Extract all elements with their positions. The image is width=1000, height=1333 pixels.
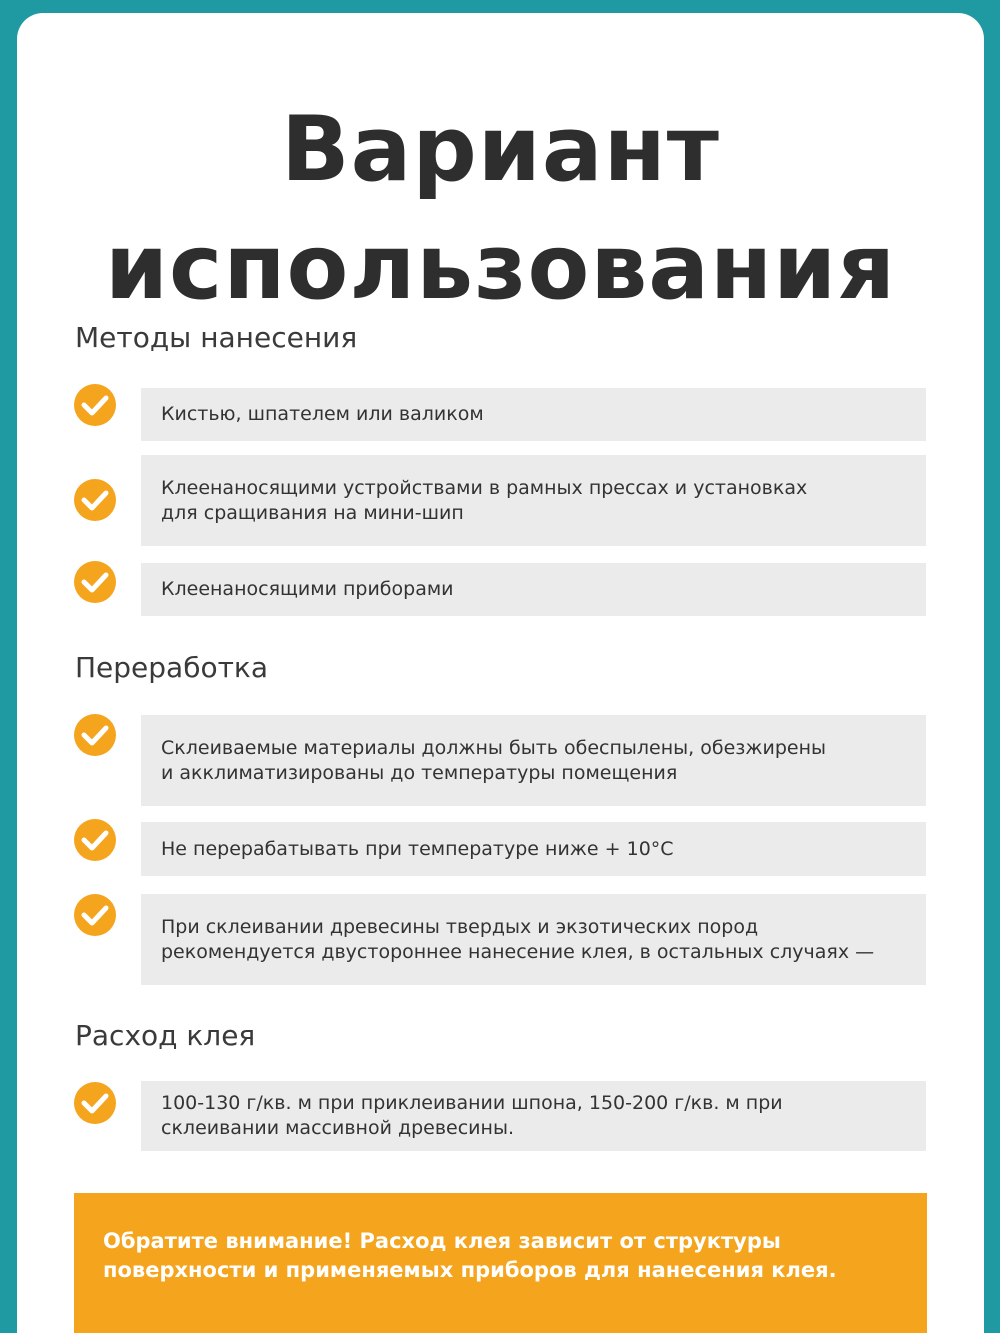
check-circle-icon (73, 478, 117, 522)
section-title-processing: Переработка (75, 651, 268, 684)
check-circle-icon (73, 560, 117, 604)
list-item (141, 563, 926, 616)
list-item (141, 1081, 926, 1151)
list-item (141, 715, 926, 806)
list-item-text: Не перерабатывать при температуре ниже + 10°C (161, 837, 674, 860)
note-text: Расход клея зависит от структуры поверхности и применяемых приборов для нанесения клея. (103, 1229, 837, 1282)
section-title-glue-consumption: Расход клея (75, 1019, 256, 1052)
list-item (141, 388, 926, 441)
info-card (17, 13, 984, 1333)
list-item (141, 455, 926, 546)
note-lead: Обратите внимание! (103, 1229, 353, 1253)
check-circle-icon (73, 713, 117, 757)
list-item-text: 100-130 г/кв. м при приклеивании шпона, 150-200 г/кв. м при склеивании массивной древесины. (161, 1092, 783, 1139)
list-item (141, 822, 926, 876)
page-title (17, 91, 984, 327)
list-item-text: При склеивании древесины твердых и экзотических пород рекомендуется двустороннее нанесение клея, в остальных случаях — (161, 915, 875, 963)
section-title-application-methods: Методы нанесения (75, 321, 358, 354)
check-circle-icon (73, 1081, 117, 1125)
list-item-text: Клеенаносящими устройствами в рамных прессах и установках для сращивания на мини-шип (161, 476, 808, 524)
check-circle-icon (73, 893, 117, 937)
check-circle-icon (73, 818, 117, 862)
check-circle-icon (73, 383, 117, 427)
list-item (141, 894, 926, 985)
title-line-1: Вариант (281, 97, 720, 202)
title-line-2: использования (104, 215, 897, 320)
attention-note (74, 1193, 927, 1333)
list-item-text: Кистью, шпателем или валиком (161, 403, 484, 425)
list-item-text: Склеиваемые материалы должны быть обеспылены, обезжирены и акклиматизированы до температуры помещения (161, 736, 827, 784)
list-item-text: Клеенаносящими приборами (161, 578, 454, 600)
